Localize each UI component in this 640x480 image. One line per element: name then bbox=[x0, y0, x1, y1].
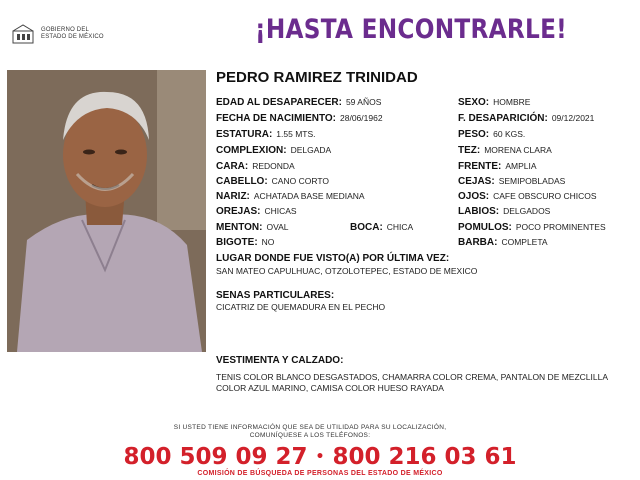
field-complexion bbox=[216, 145, 331, 156]
headline: ¡HASTA ENCONTRARLE! bbox=[255, 14, 568, 45]
estatura-label: ESTATURA: bbox=[216, 129, 273, 140]
phone-number-2[interactable]: 800 216 03 61 bbox=[332, 444, 517, 470]
field-cabello bbox=[216, 176, 329, 187]
vestimenta-value: TENIS COLOR BLANCO DESGASTADOS, CHAMARRA COLOR CREMA, PANTALON DE MEZCLILLA COLOR AZUL MARINO, CAMISA COLOR HUESO RAYADA bbox=[216, 372, 608, 393]
edad-label: EDAD AL DESAPARECER: bbox=[216, 97, 342, 108]
field-cara bbox=[216, 161, 295, 172]
pomulos-value: POCO PROMINENTES bbox=[515, 222, 606, 232]
frente-value: AMPLIA bbox=[505, 161, 537, 171]
complexion-label: COMPLEXION: bbox=[216, 145, 287, 156]
field-nacimiento bbox=[216, 113, 383, 124]
field-orejas bbox=[216, 206, 297, 217]
field-peso bbox=[458, 129, 525, 140]
orejas-label: OREJAS: bbox=[216, 206, 261, 217]
person-photo bbox=[7, 70, 206, 352]
frente-label: FRENTE: bbox=[458, 161, 502, 172]
desaparicion-value: 09/12/2021 bbox=[551, 113, 595, 123]
pomulos-label: POMULOS: bbox=[458, 222, 512, 233]
bigote-value: NO bbox=[261, 237, 275, 247]
sexo-label: SEXO: bbox=[458, 97, 490, 108]
cara-value: REDONDA bbox=[252, 161, 295, 171]
nacimiento-value: 28/06/1962 bbox=[340, 113, 383, 123]
boca-label: BOCA: bbox=[350, 222, 383, 233]
cejas-label: CEJAS: bbox=[458, 176, 495, 187]
complexion-value: DELGADA bbox=[290, 145, 332, 155]
senas-label: SENAS PARTICULARES: bbox=[216, 290, 335, 301]
phone-separator: • bbox=[315, 449, 325, 465]
peso-label: PESO: bbox=[458, 129, 490, 140]
field-bigote bbox=[216, 237, 274, 248]
field-labios bbox=[458, 206, 550, 217]
phone-numbers bbox=[110, 444, 530, 470]
logo-line-1: GOBIERNO DEL bbox=[41, 27, 90, 33]
labios-value: DELGADOS bbox=[503, 206, 551, 216]
lugar-value: SAN MATEO CAPULHUAC, OTZOLOTEPEC, ESTADO DE MEXICO bbox=[216, 266, 478, 276]
barba-value: COMPLETA bbox=[501, 237, 548, 247]
ojos-value: CAFE OBSCURO CHICOS bbox=[493, 191, 597, 201]
cara-label: CARA: bbox=[216, 161, 249, 172]
edad-value: 59 AÑOS bbox=[345, 97, 382, 107]
logo-line-2: ESTADO DE MÉXICO bbox=[41, 34, 104, 40]
field-boca bbox=[350, 222, 413, 233]
labios-label: LABIOS: bbox=[458, 206, 500, 217]
contact-info-line-1: SI USTED TIENE INFORMACIÓN QUE SEA DE UTILIDAD PARA SU LOCALIZACIÓN, bbox=[173, 424, 447, 431]
peso-value: 60 KGS. bbox=[493, 129, 526, 139]
menton-label: MENTON: bbox=[216, 222, 263, 233]
nacimiento-label: FECHA DE NACIMIENTO: bbox=[216, 113, 336, 124]
ojos-label: OJOS: bbox=[458, 191, 490, 202]
logo-text bbox=[41, 27, 104, 41]
field-sexo bbox=[458, 97, 530, 108]
commission-footer: COMISIÓN DE BÚSQUEDA DE PERSONAS DEL ESTADO DE MÉXICO bbox=[197, 470, 443, 477]
tez-value: MORENA CLARA bbox=[484, 145, 552, 155]
menton-value: OVAL bbox=[266, 222, 289, 232]
phone-number-1[interactable]: 800 509 09 27 bbox=[123, 444, 308, 470]
contact-info bbox=[150, 424, 470, 440]
cabello-value: CANO CORTO bbox=[271, 176, 329, 186]
state-government-logo bbox=[10, 22, 120, 46]
field-cejas bbox=[458, 176, 565, 187]
field-barba bbox=[458, 237, 548, 248]
field-ojos bbox=[458, 191, 597, 202]
field-edad bbox=[216, 97, 381, 108]
field-desaparicion bbox=[458, 113, 594, 124]
barba-label: BARBA: bbox=[458, 237, 498, 248]
contact-info-line-2: COMUNÍQUESE A LOS TELÉFONOS: bbox=[249, 432, 371, 439]
field-menton bbox=[216, 222, 289, 233]
sexo-value: HOMBRE bbox=[493, 97, 531, 107]
boca-value: CHICA bbox=[386, 222, 414, 232]
tez-label: TEZ: bbox=[458, 145, 481, 156]
desaparicion-label: F. DESAPARICIÓN: bbox=[458, 113, 548, 124]
field-nariz bbox=[216, 191, 365, 202]
vestimenta-label: VESTIMENTA Y CALZADO: bbox=[216, 355, 344, 366]
nariz-value: ACHATADA BASE MEDIANA bbox=[253, 191, 365, 201]
field-frente bbox=[458, 161, 537, 172]
coat-of-arms-icon bbox=[10, 23, 36, 45]
lugar-label: LUGAR DONDE FUE VISTO(A) POR ÚLTIMA VEZ: bbox=[216, 253, 450, 264]
orejas-value: CHICAS bbox=[264, 206, 297, 216]
person-name: PEDRO RAMIREZ TRINIDAD bbox=[216, 69, 418, 86]
field-tez bbox=[458, 145, 552, 156]
field-estatura bbox=[216, 129, 316, 140]
senas-value: CICATRIZ DE QUEMADURA EN EL PECHO bbox=[216, 302, 386, 312]
estatura-value: 1.55 MTS. bbox=[276, 129, 316, 139]
cabello-label: CABELLO: bbox=[216, 176, 268, 187]
nariz-label: NARIZ: bbox=[216, 191, 250, 202]
cejas-value: SEMIPOBLADAS bbox=[498, 176, 566, 186]
bigote-label: BIGOTE: bbox=[216, 237, 258, 248]
field-pomulos bbox=[458, 222, 606, 233]
